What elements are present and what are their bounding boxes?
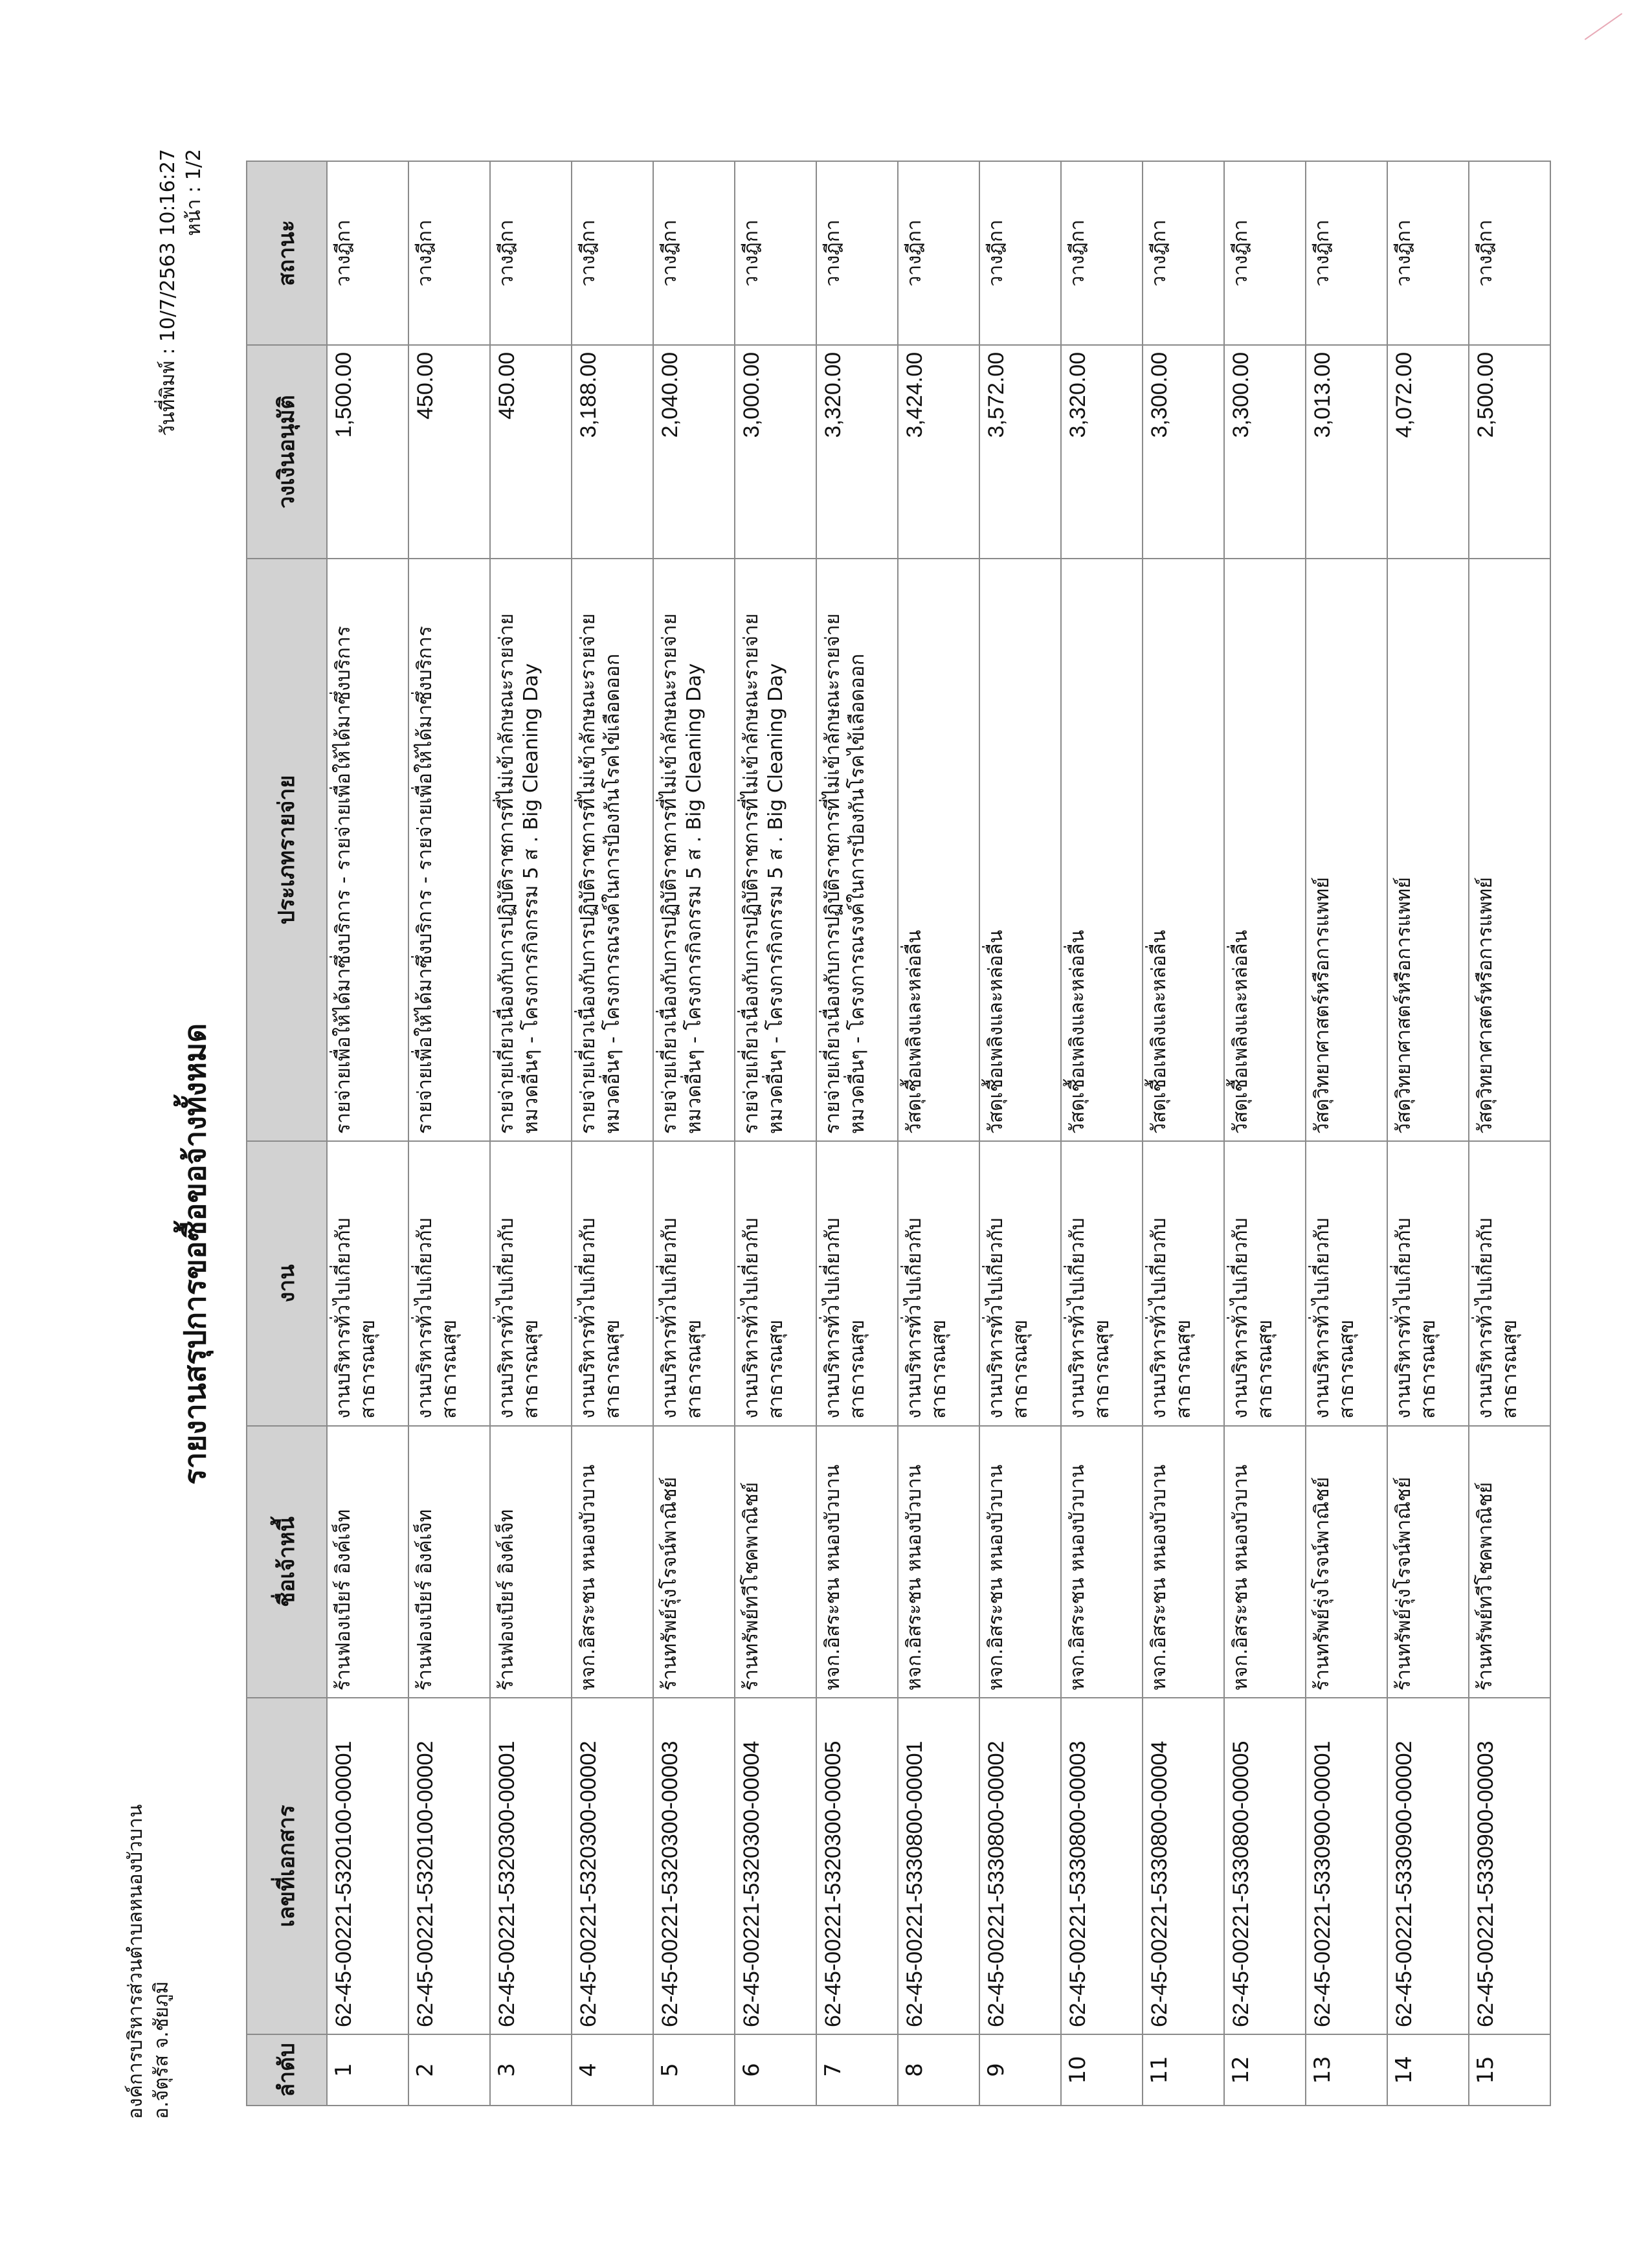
cell-doc-no: 62-45-00221-5320300-00005 <box>816 1698 898 2034</box>
cell-status: วางฎีกา <box>1224 161 1306 345</box>
table-row <box>1387 161 1469 2106</box>
cell-expense-type: รายจ่ายเพื่อให้ได้มาซึ่งบริการ - รายจ่ายเพื่อให้ได้มาซึ่งบริการ <box>327 559 408 1141</box>
cell-vendor: ร้านทรัพย์รุ่งโรจน์พาณิชย์ <box>1306 1426 1387 1698</box>
cell-unit: งานบริหารทั่วไปเกี่ยวกับสาธารณสุข <box>490 1141 572 1426</box>
cell-amount: 3,320.00 <box>816 345 898 559</box>
cell-idx: 14 <box>1387 2034 1469 2106</box>
cell-status: วางฎีกา <box>979 161 1061 345</box>
cell-unit: งานบริหารทั่วไปเกี่ยวกับสาธารณสุข <box>816 1141 898 1426</box>
cell-status: วางฎีกา <box>327 161 408 345</box>
table-row <box>1306 161 1387 2106</box>
cell-unit: งานบริหารทั่วไปเกี่ยวกับสาธารณสุข <box>653 1141 735 1426</box>
cell-expense-type: รายจ่ายเกี่ยวเนื่องกับการปฏิบัติราชการที่ไม่เข้าลักษณะรายจ่ายหมวดอื่นๆ - โครงการกิจกรรม 5 ส . Big Cleaning Day <box>735 559 816 1141</box>
cell-amount: 3,572.00 <box>979 345 1061 559</box>
cell-amount: 1,500.00 <box>327 345 408 559</box>
cell-vendor: ร้านฟองเบียร์ อิงค์เจ็ท <box>327 1426 408 1698</box>
cell-doc-no: 62-45-00221-5320300-00001 <box>490 1698 572 2034</box>
cell-expense-type: วัสดุวิทยาศาสตร์หรือการแพทย์ <box>1387 559 1469 1141</box>
cell-doc-no: 62-45-00221-5320100-00002 <box>408 1698 490 2034</box>
col-header-vendor: ชื่อเจ้าหนี้ <box>247 1426 327 1698</box>
cell-amount: 450.00 <box>408 345 490 559</box>
cell-status: วางฎีกา <box>1061 161 1143 345</box>
cell-idx: 2 <box>408 2034 490 2106</box>
cell-expense-type: วัสดุเชื้อเพลิงและหล่อลื่น <box>1224 559 1306 1141</box>
cell-expense-type: รายจ่ายเกี่ยวเนื่องกับการปฏิบัติราชการที่ไม่เข้าลักษณะรายจ่ายหมวดอื่นๆ - โครงการณรงค์ในการป้องกันโรคไข้เลือดออก <box>572 559 653 1141</box>
cell-doc-no: 62-45-00221-5320300-00004 <box>735 1698 816 2034</box>
cell-idx: 8 <box>898 2034 979 2106</box>
cell-amount: 3,300.00 <box>1224 345 1306 559</box>
cell-status: วางฎีกา <box>490 161 572 345</box>
cell-doc-no: 62-45-00221-5330900-00002 <box>1387 1698 1469 2034</box>
cell-status: วางฎีกา <box>1387 161 1469 345</box>
cell-amount: 3,320.00 <box>1061 345 1143 559</box>
cell-vendor: หจก.อิสระชน หนองบัวบาน <box>1224 1426 1306 1698</box>
cell-unit: งานบริหารทั่วไปเกี่ยวกับสาธารณสุข <box>1143 1141 1224 1426</box>
cell-doc-no: 62-45-00221-5330800-00002 <box>979 1698 1061 2034</box>
cell-idx: 9 <box>979 2034 1061 2106</box>
cell-status: วางฎีกา <box>653 161 735 345</box>
col-header-idx: ลำดับ <box>247 2034 327 2106</box>
table-row <box>1061 161 1143 2106</box>
cell-vendor: ร้านทรัพย์รุ่งโรจน์พาณิชย์ <box>653 1426 735 1698</box>
table-row <box>1224 161 1306 2106</box>
cell-vendor: ร้านทรัพย์ทวีโชคพาณิชย์ <box>735 1426 816 1698</box>
cell-idx: 12 <box>1224 2034 1306 2106</box>
cell-expense-type: วัสดุเชื้อเพลิงและหล่อลื่น <box>1061 559 1143 1141</box>
cell-idx: 1 <box>327 2034 408 2106</box>
cell-idx: 7 <box>816 2034 898 2106</box>
cell-expense-type: วัสดุวิทยาศาสตร์หรือการแพทย์ <box>1306 559 1387 1141</box>
cell-expense-type: รายจ่ายเกี่ยวเนื่องกับการปฏิบัติราชการที่ไม่เข้าลักษณะรายจ่ายหมวดอื่นๆ - โครงการณรงค์ในการป้องกันโรคไข้เลือดออก <box>816 559 898 1141</box>
print-info <box>155 149 207 436</box>
cell-doc-no: 62-45-00221-5320300-00003 <box>653 1698 735 2034</box>
table-row <box>327 161 408 2106</box>
table-row <box>653 161 735 2106</box>
cell-doc-no: 62-45-00221-5320300-00002 <box>572 1698 653 2034</box>
cell-doc-no: 62-45-00221-5330800-00003 <box>1061 1698 1143 2034</box>
cell-unit: งานบริหารทั่วไปเกี่ยวกับสาธารณสุข <box>408 1141 490 1426</box>
procurement-table <box>246 161 1551 2106</box>
cell-status: วางฎีกา <box>1143 161 1224 345</box>
cell-amount: 2,040.00 <box>653 345 735 559</box>
cell-amount: 2,500.00 <box>1469 345 1550 559</box>
table-row <box>572 161 653 2106</box>
table-row <box>1143 161 1224 2106</box>
cell-doc-no: 62-45-00221-5330900-00003 <box>1469 1698 1550 2034</box>
table-row <box>490 161 572 2106</box>
cell-unit: งานบริหารทั่วไปเกี่ยวกับสาธารณสุข <box>898 1141 979 1426</box>
org-name: องค์การบริหารส่วนตำบลหนองบัวบาน <box>124 1804 147 2119</box>
cell-unit: งานบริหารทั่วไปเกี่ยวกับสาธารณสุข <box>1224 1141 1306 1426</box>
cell-idx: 4 <box>572 2034 653 2106</box>
cell-unit: งานบริหารทั่วไปเกี่ยวกับสาธารณสุข <box>1306 1141 1387 1426</box>
cell-idx: 10 <box>1061 2034 1143 2106</box>
cell-vendor: หจก.อิสระชน หนองบัวบาน <box>1143 1426 1224 1698</box>
cell-amount: 3,000.00 <box>735 345 816 559</box>
cell-unit: งานบริหารทั่วไปเกี่ยวกับสาธารณสุข <box>1469 1141 1550 1426</box>
cell-doc-no: 62-45-00221-5330800-00001 <box>898 1698 979 2034</box>
table-row <box>898 161 979 2106</box>
table-row <box>735 161 816 2106</box>
table-body <box>327 161 1550 2106</box>
col-header-expense-type: ประเภทรายจ่าย <box>247 559 327 1141</box>
cell-expense-type: วัสดุวิทยาศาสตร์หรือการแพทย์ <box>1469 559 1550 1141</box>
cell-vendor: ร้านทรัพย์ทวีโชคพาณิชย์ <box>1469 1426 1550 1698</box>
cell-doc-no: 62-45-00221-5330800-00004 <box>1143 1698 1224 2034</box>
org-header <box>123 1805 175 2119</box>
table-row <box>979 161 1061 2106</box>
cell-unit: งานบริหารทั่วไปเกี่ยวกับสาธารณสุข <box>1061 1141 1143 1426</box>
col-header-unit: งาน <box>247 1141 327 1426</box>
cell-unit: งานบริหารทั่วไปเกี่ยวกับสาธารณสุข <box>572 1141 653 1426</box>
cell-status: วางฎีกา <box>1469 161 1550 345</box>
cell-idx: 5 <box>653 2034 735 2106</box>
cell-amount: 3,300.00 <box>1143 345 1224 559</box>
col-header-doc-no: เลขที่เอกสาร <box>247 1698 327 2034</box>
cell-amount: 4,072.00 <box>1387 345 1469 559</box>
cell-status: วางฎีกา <box>898 161 979 345</box>
table-row <box>816 161 898 2106</box>
cell-vendor: ร้านทรัพย์รุ่งโรจน์พาณิชย์ <box>1387 1426 1469 1698</box>
cell-idx: 11 <box>1143 2034 1224 2106</box>
cell-expense-type: รายจ่ายเกี่ยวเนื่องกับการปฏิบัติราชการที่ไม่เข้าลักษณะรายจ่ายหมวดอื่นๆ - โครงการกิจกรรม 5 ส . Big Cleaning Day <box>490 559 572 1141</box>
cell-amount: 450.00 <box>490 345 572 559</box>
cell-vendor: หจก.อิสระชน หนองบัวบาน <box>979 1426 1061 1698</box>
cell-expense-type: รายจ่ายเพื่อให้ได้มาซึ่งบริการ - รายจ่ายเพื่อให้ได้มาซึ่งบริการ <box>408 559 490 1141</box>
cell-idx: 3 <box>490 2034 572 2106</box>
cell-status: วางฎีกา <box>572 161 653 345</box>
cell-vendor: หจก.อิสระชน หนองบัวบาน <box>572 1426 653 1698</box>
cell-expense-type: วัสดุเชื้อเพลิงและหล่อลื่น <box>898 559 979 1141</box>
col-header-status: สถานะ <box>247 161 327 345</box>
cell-unit: งานบริหารทั่วไปเกี่ยวกับสาธารณสุข <box>979 1141 1061 1426</box>
cell-unit: งานบริหารทั่วไปเกี่ยวกับสาธารณสุข <box>1387 1141 1469 1426</box>
table-header-row <box>247 161 327 2106</box>
cell-vendor: หจก.อิสระชน หนองบัวบาน <box>898 1426 979 1698</box>
page-number: หน้า : 1/2 <box>183 149 205 236</box>
org-location: อ.จัตุรัส จ.ชัยภูมิ <box>150 1981 173 2119</box>
cell-status: วางฎีกา <box>816 161 898 345</box>
cell-expense-type: วัสดุเชื้อเพลิงและหล่อลื่น <box>979 559 1061 1141</box>
cell-vendor: ร้านฟองเบียร์ อิงค์เจ็ท <box>408 1426 490 1698</box>
cell-status: วางฎีกา <box>1306 161 1387 345</box>
table-row <box>408 161 490 2106</box>
cell-doc-no: 62-45-00221-5320100-00001 <box>327 1698 408 2034</box>
cell-doc-no: 62-45-00221-5330900-00001 <box>1306 1698 1387 2034</box>
cell-expense-type: รายจ่ายเกี่ยวเนื่องกับการปฏิบัติราชการที่ไม่เข้าลักษณะรายจ่ายหมวดอื่นๆ - โครงการกิจกรรม 5 ส . Big Cleaning Day <box>653 559 735 1141</box>
cell-unit: งานบริหารทั่วไปเกี่ยวกับสาธารณสุข <box>735 1141 816 1426</box>
cell-vendor: หจก.อิสระชน หนองบัวบาน <box>816 1426 898 1698</box>
cell-vendor: หจก.อิสระชน หนองบัวบาน <box>1061 1426 1143 1698</box>
cell-amount: 3,013.00 <box>1306 345 1387 559</box>
cell-amount: 3,424.00 <box>898 345 979 559</box>
cell-vendor: ร้านฟองเบียร์ อิงค์เจ็ท <box>490 1426 572 1698</box>
cell-amount: 3,188.00 <box>572 345 653 559</box>
report-title: รายงานสรุปการขอซื้อขอจ้างทั้งหมด <box>177 1023 212 1485</box>
print-date: วันที่พิมพ์ : 10/7/2563 10:16:27 <box>157 149 179 436</box>
col-header-amount: วงเงินอนุมัติ <box>247 345 327 559</box>
table-row <box>1469 161 1550 2106</box>
cell-doc-no: 62-45-00221-5330800-00005 <box>1224 1698 1306 2034</box>
cell-idx: 15 <box>1469 2034 1550 2106</box>
cell-idx: 6 <box>735 2034 816 2106</box>
cell-unit: งานบริหารทั่วไปเกี่ยวกับสาธารณสุข <box>327 1141 408 1426</box>
cell-expense-type: วัสดุเชื้อเพลิงและหล่อลื่น <box>1143 559 1224 1141</box>
cell-status: วางฎีกา <box>408 161 490 345</box>
cell-status: วางฎีกา <box>735 161 816 345</box>
cell-idx: 13 <box>1306 2034 1387 2106</box>
